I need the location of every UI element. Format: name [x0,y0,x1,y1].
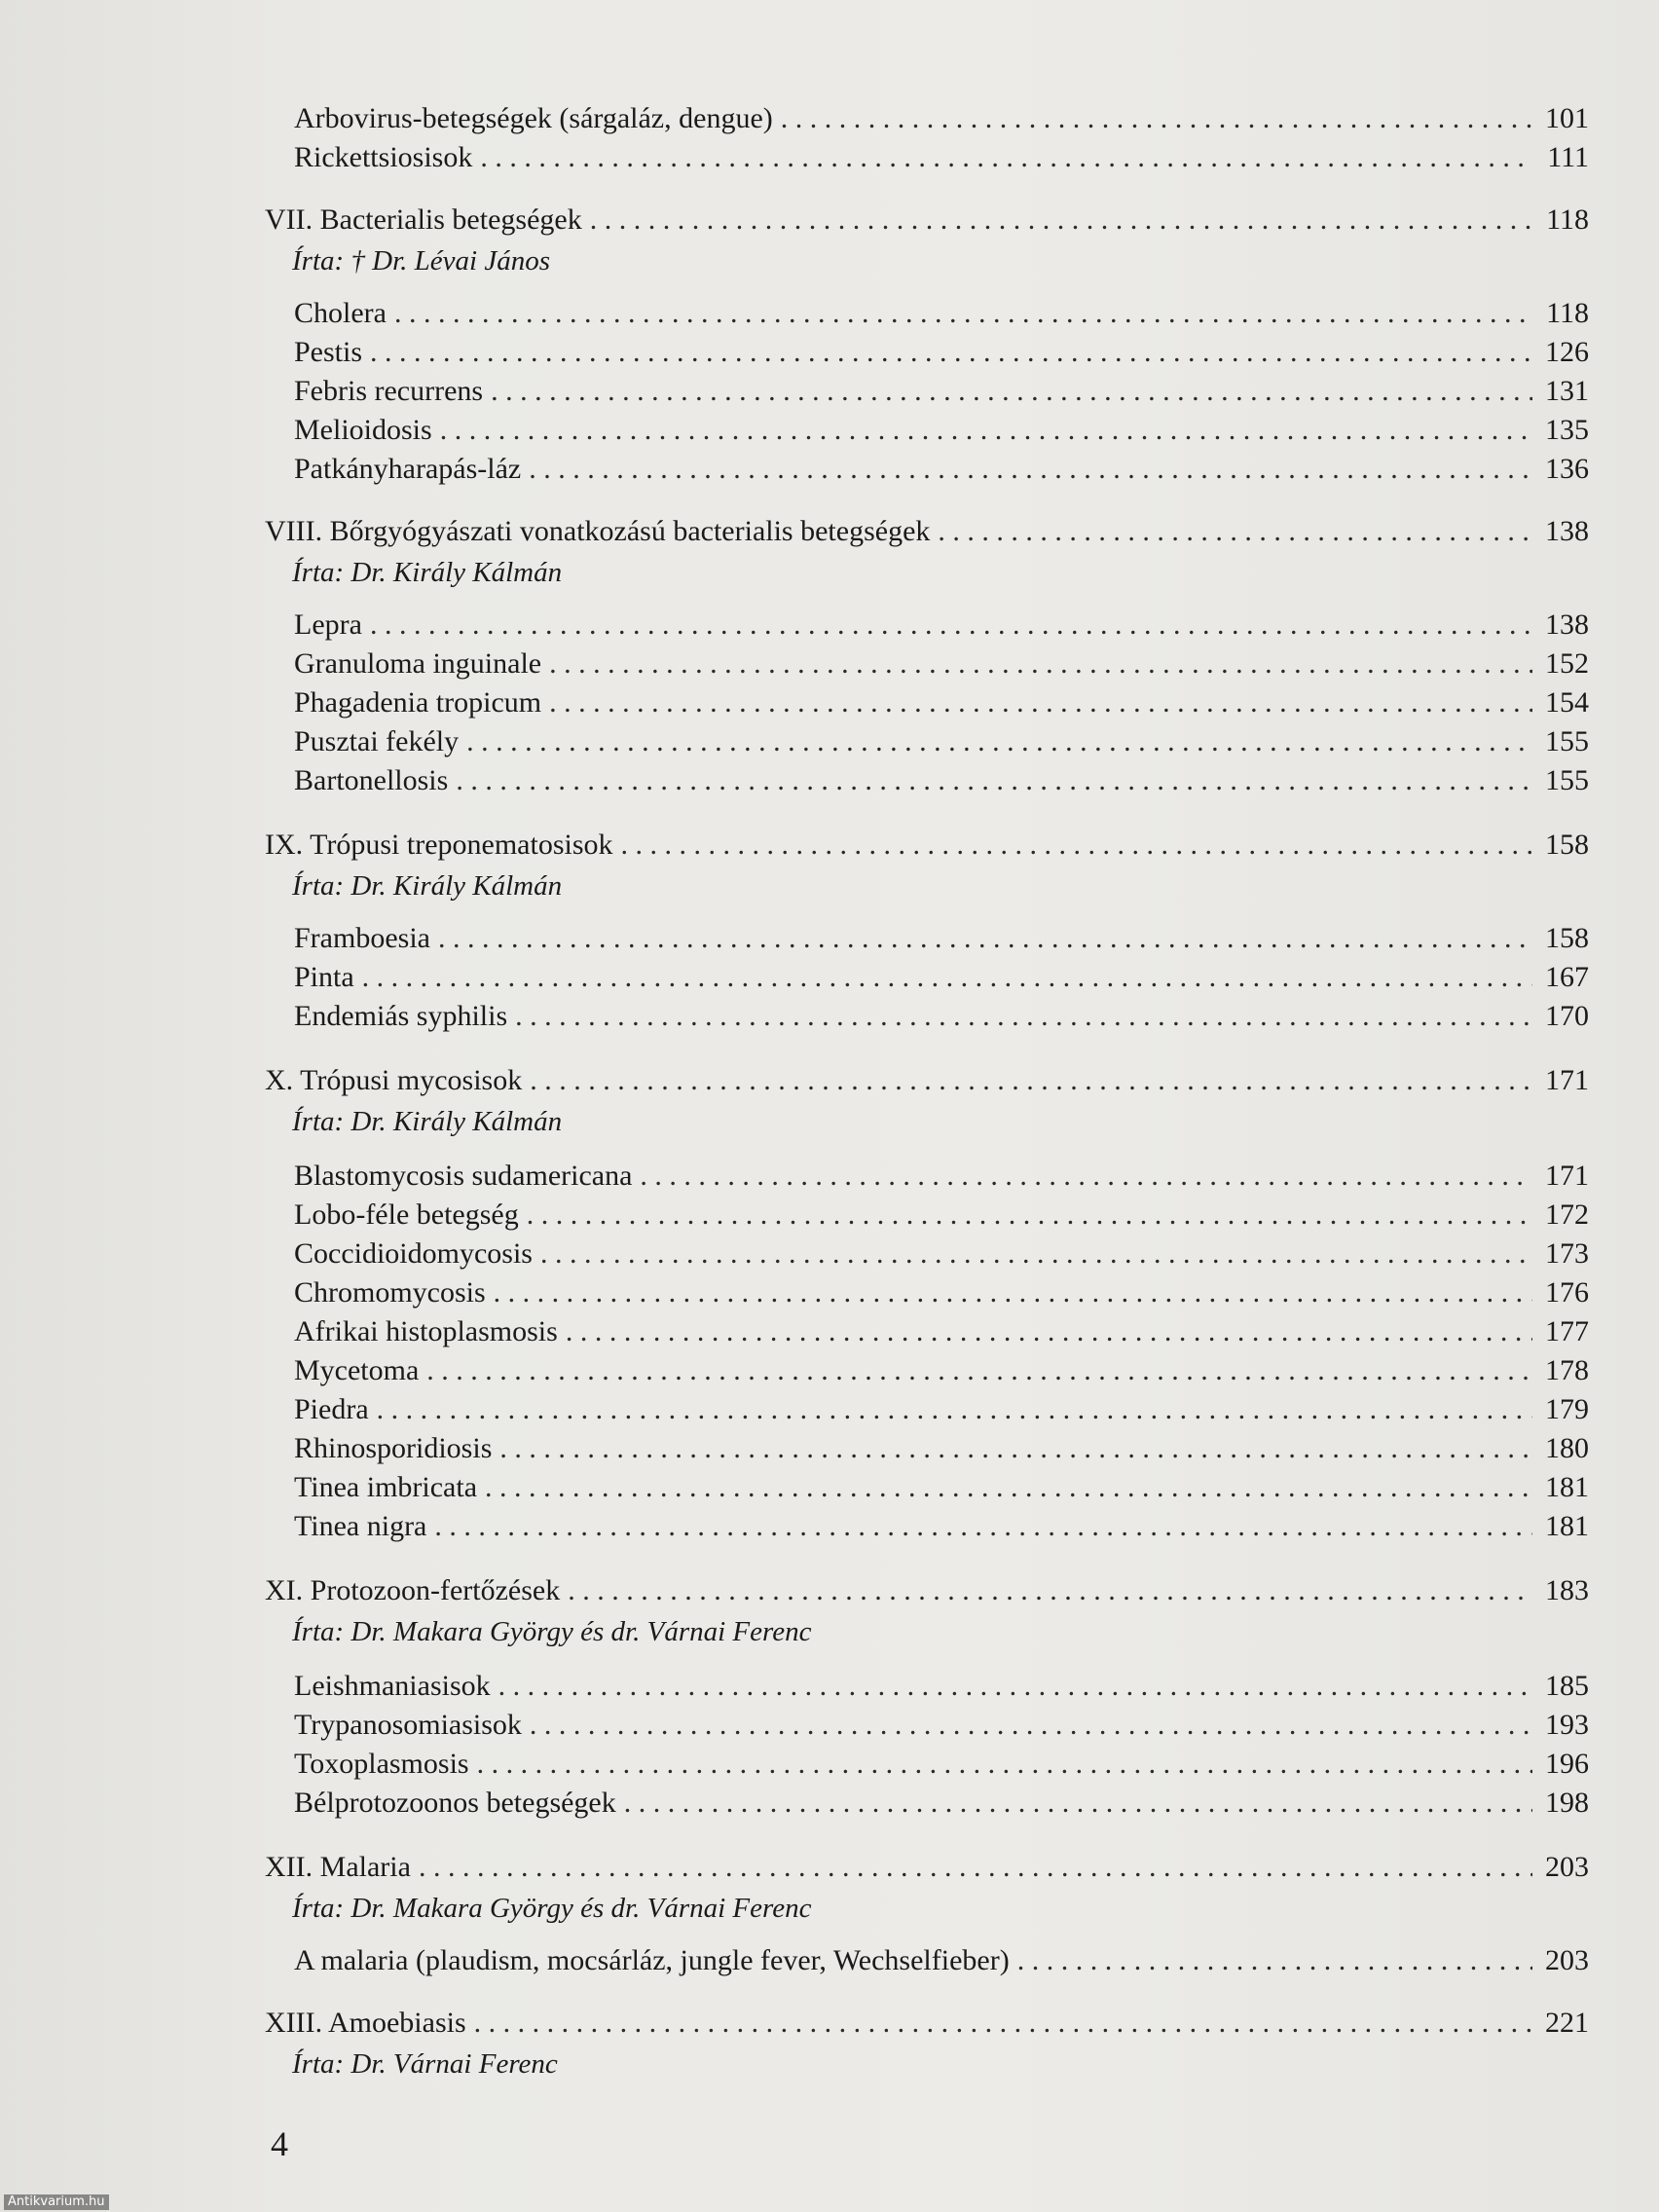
entry-title: Blastomycosis sudamericana [294,1160,633,1192]
entry-page: 155 [1545,725,1589,757]
entry-title: Endemiás syphilis [294,1000,508,1032]
toc-entry [294,1312,1589,1351]
chapter-author: Írta: † Dr. Lévai János [292,245,551,276]
entry-title: Pusztai fekély [294,725,460,757]
toc-entry [294,1273,1589,1312]
toc-entry [294,1390,1589,1429]
toc-entry [294,1784,1589,1823]
toc-entry [294,1706,1589,1745]
dot-leader [540,1235,1532,1273]
entry-title: Pestis [294,336,363,368]
chapter-author: Írta: Dr. Király Kálmán [292,1106,563,1137]
dot-leader [370,333,1532,372]
entry-page: 198 [1545,1787,1589,1819]
chapter-heading [265,512,1589,551]
entry-title: Afrikai histoplasmosis [294,1315,558,1347]
dot-leader [498,1667,1532,1706]
entry-title: Mycetoma [294,1354,420,1386]
toc-entry [294,1507,1589,1546]
chapter-author: Írta: Dr. Várnai Ferenc [292,2048,558,2080]
dot-leader [377,1390,1532,1429]
dot-leader [568,1571,1532,1610]
chapter-page: 158 [1545,829,1589,861]
chapter-title: IX. Trópusi treponematosisok [265,829,613,861]
dot-leader [456,761,1532,800]
chapter-page: 171 [1545,1064,1589,1096]
chapter-heading [265,201,1589,240]
dot-leader [426,1351,1532,1390]
entry-title: Bélprotozoonos betegségek [294,1787,616,1819]
entry-title: Framboesia [294,922,430,954]
dot-leader [1017,1941,1532,1980]
entry-title: Piedra [294,1393,369,1425]
dot-leader [440,411,1532,450]
entry-page: 180 [1545,1432,1589,1464]
entry-page: 101 [1545,102,1589,134]
entry-title: Febris recurrens [294,375,484,407]
chapter-title: X. Trópusi mycosisok [265,1064,523,1096]
toc-entry [294,1745,1589,1784]
toc-entry [294,1468,1589,1507]
dot-leader [527,1196,1532,1235]
entry-title: Rhinosporidiosis [294,1432,493,1464]
toc-entry [294,1157,1589,1196]
dot-leader [480,138,1532,177]
dot-leader [362,958,1532,997]
toc-entry [294,1351,1589,1390]
toc-entry [294,683,1589,722]
dot-leader [438,919,1532,958]
entry-title: Pinta [294,961,354,993]
chapter-title: VII. Bacterialis betegségek [265,203,582,236]
dot-leader [529,450,1532,489]
entry-page: 176 [1545,1276,1589,1309]
entry-title: Tinea imbricata [294,1471,478,1503]
entry-title: Rickettsiosisok [294,141,473,173]
entry-title: Lepra [294,608,362,641]
dot-leader [530,1061,1532,1100]
chapter-title: VIII. Bőrgyógyászati vonatkozású bacterialis betegségek [265,515,931,547]
dot-leader [530,1706,1532,1745]
dot-leader [477,1745,1532,1784]
entry-page: 155 [1545,764,1589,796]
entry-page: 131 [1545,375,1589,407]
entry-page: 185 [1545,1670,1589,1702]
chapter-page: 118 [1546,203,1589,236]
toc-entry [294,645,1589,683]
entry-page: 179 [1545,1393,1589,1425]
entry-page: 152 [1545,647,1589,680]
entry-title: Patkányharapás-láz [294,453,522,485]
toc-entry [294,411,1589,450]
toc-entry [294,333,1589,372]
chapter-page: 203 [1545,1851,1589,1883]
dot-leader [419,1848,1532,1887]
entry-page: 126 [1545,336,1589,368]
toc-entry [294,99,1589,138]
toc-entry [294,1941,1589,1980]
toc-entry [294,997,1589,1036]
entry-page: 172 [1545,1198,1589,1231]
chapter-heading [265,1061,1589,1100]
entry-title: Trypanosomiasisok [294,1709,522,1741]
dot-leader [549,645,1532,683]
dot-leader [566,1312,1532,1351]
entry-page: 118 [1546,297,1589,329]
entry-page: 158 [1545,922,1589,954]
chapter-title: XI. Protozoon-fertőzések [265,1574,561,1606]
entry-page: 178 [1545,1354,1589,1386]
entry-title: Granuloma inguinale [294,647,542,680]
entry-title: A malaria (plaudism, mocsárláz, jungle fever, Wechselfieber) [294,1944,1010,1976]
toc-entry [294,722,1589,761]
entry-page: 111 [1547,141,1589,173]
dot-leader [394,294,1532,333]
entry-title: Chromomycosis [294,1276,486,1309]
entry-title: Melioidosis [294,414,432,446]
entry-page: 154 [1545,686,1589,719]
dot-leader [938,512,1532,551]
chapter-heading [265,826,1589,865]
entry-title: Arbovirus-betegségek (sárgaláz, dengue) [294,102,773,134]
entry-page: 196 [1545,1748,1589,1780]
chapter-author: Írta: Dr. Király Kálmán [292,870,563,902]
dot-leader [434,1507,1532,1546]
dot-leader [624,1784,1532,1823]
chapter-heading [265,1848,1589,1887]
entry-page: 181 [1545,1510,1589,1542]
toc-entry [294,138,1589,177]
entry-title: Toxoplasmosis [294,1748,469,1780]
dot-leader [515,997,1532,1036]
chapter-author: Írta: Dr. Király Kálmán [292,557,563,588]
entry-page: 135 [1545,414,1589,446]
entry-title: Leishmaniasisok [294,1670,491,1702]
entry-page: 170 [1545,1000,1589,1032]
toc-entry [294,1429,1589,1468]
chapter-heading [265,2004,1589,2043]
dot-leader [370,606,1532,645]
entry-page: 203 [1545,1944,1589,1976]
chapter-page: 183 [1545,1574,1589,1606]
toc-entry [294,1235,1589,1273]
entry-page: 173 [1545,1237,1589,1270]
chapter-title: XIII. Amoebiasis [265,2007,466,2039]
toc-entry [294,761,1589,800]
page-number: 4 [271,2124,288,2163]
entry-title: Coccidioidomycosis [294,1237,533,1270]
watermark: Antikvarium.hu [4,2194,109,2210]
dot-leader [621,826,1532,865]
entry-title: Lobo-féle betegség [294,1198,519,1231]
toc-entry [294,606,1589,645]
dot-leader [781,99,1532,138]
chapter-author: Írta: Dr. Makara György és dr. Várnai Ferenc [292,1893,812,1924]
toc-entry [294,294,1589,333]
entry-page: 171 [1545,1160,1589,1192]
entry-title: Cholera [294,297,387,329]
chapter-heading [265,1571,1589,1610]
toc-entry [294,919,1589,958]
entry-page: 181 [1545,1471,1589,1503]
entry-page: 136 [1545,453,1589,485]
toc-entry [294,450,1589,489]
chapter-author: Írta: Dr. Makara György és dr. Várnai Ferenc [292,1616,812,1647]
dot-leader [499,1429,1532,1468]
entry-page: 193 [1545,1709,1589,1741]
entry-title: Bartonellosis [294,764,449,796]
entry-page: 167 [1545,961,1589,993]
entry-page: 177 [1545,1315,1589,1347]
dot-leader [466,722,1532,761]
toc-entry [294,372,1589,411]
dot-leader [491,372,1532,411]
toc-entry [294,1196,1589,1235]
dot-leader [640,1157,1532,1196]
entry-title: Tinea nigra [294,1510,427,1542]
toc-entry [294,1667,1589,1706]
toc-entry [294,958,1589,997]
entry-page: 138 [1545,608,1589,641]
dot-leader [474,2004,1532,2043]
dot-leader [590,201,1532,240]
chapter-page: 138 [1545,515,1589,547]
chapter-page: 221 [1545,2007,1589,2039]
chapter-title: XII. Malaria [265,1851,411,1883]
entry-title: Phagadenia tropicum [294,686,542,719]
dot-leader [549,683,1532,722]
dot-leader [494,1273,1532,1312]
dot-leader [485,1468,1532,1507]
